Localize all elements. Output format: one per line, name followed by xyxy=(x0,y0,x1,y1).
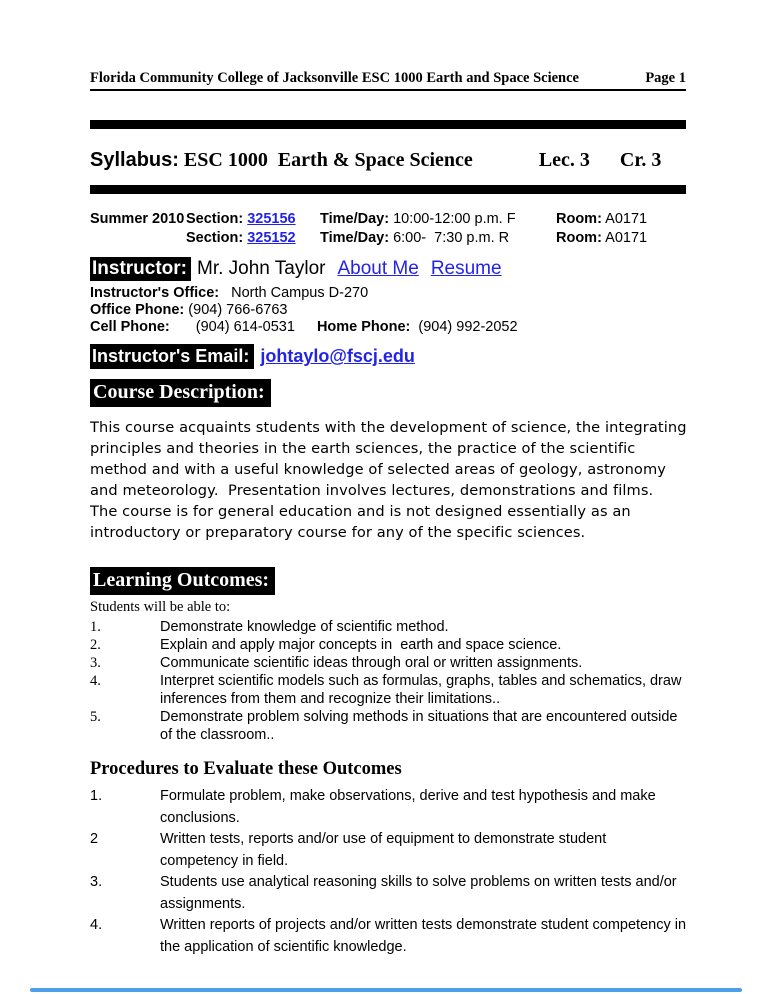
item-text: Written tests, reports and/or use of equipment to demonstrate student competency in field. xyxy=(160,831,611,869)
horizontal-rule-top xyxy=(90,120,686,129)
header-title: Florida Community College of Jacksonville ESC 1000 Earth and Space Science xyxy=(90,70,579,86)
resume-link[interactable]: Resume xyxy=(430,258,502,279)
syllabus-label: Syllabus: xyxy=(90,149,179,171)
syllabus-title-line xyxy=(90,149,686,172)
item-text: Students use analytical reasoning skills to solve problems on written tests and/or assignments. xyxy=(160,874,681,912)
cell-phone-line xyxy=(90,319,686,336)
item-number: 4. xyxy=(90,673,101,690)
item-number: 3. xyxy=(90,874,103,891)
list-item xyxy=(90,915,691,958)
page-bottom-scroll-strip[interactable] xyxy=(30,988,742,992)
schedule-row xyxy=(90,229,686,248)
about-me-link[interactable]: About Me xyxy=(337,258,419,279)
instructor-details xyxy=(90,285,686,335)
item-text: Communicate scientific ideas through oral or written assignments. xyxy=(160,655,583,672)
learning-outcomes-heading: Learning Outcomes: xyxy=(90,567,275,595)
procedures-heading: Procedures to Evaluate these Outcomes xyxy=(90,759,402,780)
section-link[interactable]: 325156 xyxy=(247,211,296,227)
office-phone-label: Office Phone: xyxy=(90,301,185,318)
course-description-heading: Course Description: xyxy=(90,379,271,407)
list-item xyxy=(90,872,686,915)
lecture-credits: Lec. 3 xyxy=(538,149,590,171)
learning-outcomes-list xyxy=(90,618,686,744)
section-cell xyxy=(186,229,320,248)
timeday-value: 6:00- 7:30 p.m. R xyxy=(389,229,510,246)
item-text: Interpret scientific models such as formulas, graphs, tables and schematics, draw inferences from them and recognize their limitations.. xyxy=(160,673,686,708)
item-text: Explain and apply major concepts in earth and space science. xyxy=(160,637,562,654)
email-label: Instructor's Email: xyxy=(90,344,254,369)
item-number: 4. xyxy=(90,917,103,934)
office-line xyxy=(90,285,686,302)
item-text: Written reports of projects and/or written tests demonstrate student competency in the application of scientific knowledge. xyxy=(160,917,691,955)
office-label: Instructor's Office: xyxy=(90,285,220,301)
room-label: Room: xyxy=(556,211,602,227)
list-item xyxy=(90,829,686,872)
item-number: 1. xyxy=(90,619,101,636)
item-number: 2. xyxy=(90,637,101,654)
room-value: A0171 xyxy=(605,229,648,246)
section-label: Section: xyxy=(186,229,244,246)
item-text: Demonstrate knowledge of scientific method. xyxy=(160,619,449,636)
term-label: Summer 2010 xyxy=(90,211,185,227)
email-link[interactable]: johtaylo@fscj.edu xyxy=(260,346,415,367)
room-value: A0171 xyxy=(605,211,648,227)
cell-phone-label: Cell Phone: xyxy=(90,318,170,335)
course-description-body: This course acquaints students with the development of science, the integrating principles and theories in the earth sciences, the practice of the scientific method and with a useful knowledge of selected areas of geology, astronomy and meteorology. Presentation involves lectures, demonstrations and films. The course is for general education and is not designed essentially as an introductory or preparatory course for any of the specific sciences. xyxy=(90,419,692,542)
room-cell xyxy=(556,210,686,229)
horizontal-rule-under-title xyxy=(90,185,686,194)
home-phone-value: (904) 992-2052 xyxy=(418,318,518,335)
page-number: Page 1 xyxy=(645,70,686,86)
instructor-name: Mr. John Taylor xyxy=(197,258,326,279)
learning-outcomes-intro: Students will be able to: xyxy=(90,599,231,616)
section-label: Section: xyxy=(186,211,244,227)
course-title: ESC 1000 Earth & Space Science xyxy=(183,149,473,171)
office-phone-value: (904) 766-6763 xyxy=(188,301,288,318)
timeday-label: Time/Day: xyxy=(320,229,390,246)
room-label: Room: xyxy=(556,229,602,246)
item-number: 1. xyxy=(90,788,103,805)
cell-phone-value: (904) 614-0531 xyxy=(195,318,295,335)
term-spacer xyxy=(90,229,186,248)
timeday-cell xyxy=(320,210,556,229)
credit-hours: Cr. 3 xyxy=(619,149,662,171)
list-item xyxy=(90,618,686,636)
section-cell xyxy=(186,210,320,229)
item-text: Demonstrate problem solving methods in situations that are encountered outside of the classroom.. xyxy=(160,709,682,744)
office-phone-line xyxy=(90,302,686,319)
section-link[interactable]: 325152 xyxy=(247,229,296,246)
list-item xyxy=(90,654,686,672)
timeday-value: 10:00-12:00 p.m. F xyxy=(393,211,516,227)
room-cell xyxy=(556,229,686,248)
schedule-row xyxy=(90,210,686,229)
instructor-line xyxy=(90,258,686,280)
schedule-block xyxy=(90,210,686,247)
item-number: 3. xyxy=(90,655,101,672)
item-text: Formulate problem, make observations, derive and test hypothesis and make conclusions. xyxy=(160,788,660,826)
list-item xyxy=(90,708,686,744)
list-item xyxy=(90,786,686,829)
instructor-label: Instructor: xyxy=(90,257,191,281)
timeday-cell xyxy=(320,229,556,248)
home-phone-label: Home Phone: xyxy=(316,318,411,335)
email-line xyxy=(90,346,686,367)
item-number: 5. xyxy=(90,709,101,726)
procedures-list xyxy=(90,786,691,958)
list-item xyxy=(90,672,686,708)
timeday-label: Time/Day: xyxy=(320,211,390,227)
office-value: North Campus D-270 xyxy=(231,285,369,301)
list-item xyxy=(90,636,686,654)
item-number: 2 xyxy=(90,831,99,848)
page-header xyxy=(90,70,686,91)
